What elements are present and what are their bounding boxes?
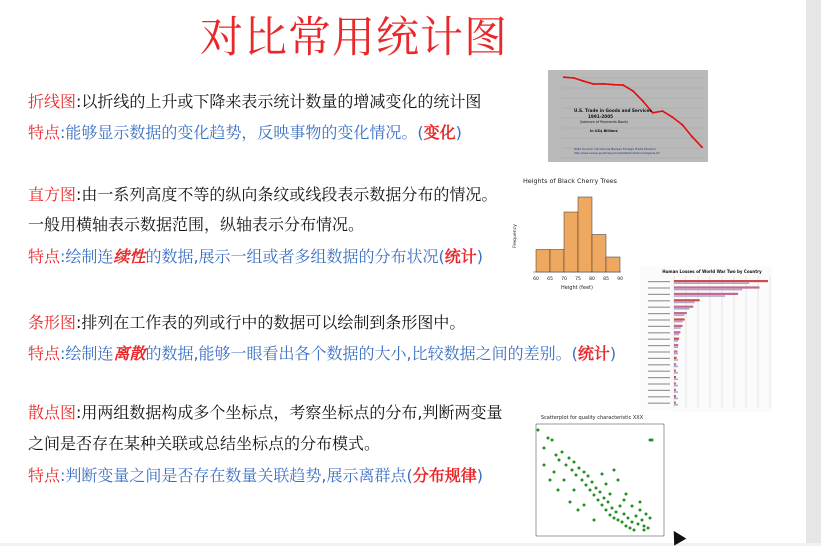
scatter-point xyxy=(623,499,626,502)
histogram-bar xyxy=(564,212,578,272)
feature-key: 分布规律 xyxy=(412,466,477,485)
scatter-thumbnail xyxy=(514,410,670,543)
bar-chart-label-placeholder xyxy=(648,307,670,308)
scatter-point xyxy=(605,483,608,486)
line-chart-point xyxy=(563,76,565,78)
scatter-point xyxy=(639,509,642,512)
histogram-tick-label: 60 xyxy=(533,277,539,282)
scatter-point xyxy=(603,497,606,500)
bar-chart-label-placeholder xyxy=(648,319,670,320)
scatter-point xyxy=(643,529,646,532)
bar-chart-bar-secondary xyxy=(674,282,749,284)
bar-chart-label-placeholder xyxy=(648,383,670,384)
scatter-point xyxy=(637,523,640,526)
line-chart-point xyxy=(652,112,654,114)
scatter-definition-2: 之间是否存在某种关联或总结坐标点的分布模式。 xyxy=(28,434,381,453)
histogram-title: Heights of Black Cherry Trees xyxy=(522,177,618,185)
bar-chart-bar-secondary xyxy=(674,327,681,329)
scatter-point xyxy=(557,489,560,492)
scatter-point xyxy=(641,519,644,522)
scatter-point xyxy=(583,504,586,507)
histogram-thumbnail xyxy=(508,174,630,292)
scatter-point xyxy=(635,515,638,518)
bar-chart-bar-secondary xyxy=(674,385,678,387)
bar-chart-bar xyxy=(674,312,687,314)
line-chart-point xyxy=(583,80,585,82)
scatter-point xyxy=(631,505,634,508)
feature-key: 统计 xyxy=(444,247,477,266)
bar-chart-bar-secondary xyxy=(674,366,678,368)
scatter-point xyxy=(601,473,604,476)
scatter-point xyxy=(631,521,634,524)
bar-chart-label-placeholder xyxy=(648,332,670,333)
line-chart-caption-3: (balance of Payments Basis) xyxy=(580,120,628,124)
feature-emphasis: 离散 xyxy=(113,344,146,363)
scatter-point xyxy=(553,471,556,474)
scatter-point xyxy=(568,457,571,460)
scatter-point xyxy=(625,493,628,496)
bar-chart-bar-secondary xyxy=(674,359,678,361)
scatter-point xyxy=(627,517,630,520)
bar-chart-bar xyxy=(674,318,685,320)
bar-chart-bar xyxy=(674,286,759,288)
scatter-point xyxy=(615,511,618,514)
histogram-ylabel: Frequency xyxy=(513,224,518,248)
bar-chart-bar-secondary xyxy=(674,391,678,393)
histogram-term: 直方图 xyxy=(28,185,77,204)
histogram-tick-label: 75 xyxy=(575,277,581,282)
feature-label: 特点 xyxy=(28,344,61,363)
line-chart-term: 折线图 xyxy=(28,92,77,111)
bar-chart-bar xyxy=(674,325,683,327)
bar-chart-bar-secondary xyxy=(674,346,678,348)
bar-chart-label-placeholder xyxy=(648,371,670,372)
histogram-definition xyxy=(28,182,497,205)
scatter-point xyxy=(547,437,550,440)
line-chart-point xyxy=(602,83,604,85)
bar-chart-label-placeholder xyxy=(648,300,670,301)
scatter-point xyxy=(551,439,554,442)
feature-text: 的数据,能够一眼看出各个数据的大小,比较数据之间的差别。( xyxy=(145,344,578,363)
scatter-def: :用两组数据构成多个坐标点，考察坐标点的分布,判断两变量 xyxy=(76,403,503,422)
scatter-point xyxy=(571,469,574,472)
scatter-point xyxy=(607,501,610,504)
feature-end: ) xyxy=(455,123,462,142)
scatter-point xyxy=(643,525,646,528)
line-chart-point xyxy=(632,90,634,92)
histogram-tick-label: 90 xyxy=(617,277,623,282)
feature-key: 统计 xyxy=(577,344,610,363)
bar-chart-bar xyxy=(674,280,768,282)
feature-pre: :绘制连 xyxy=(60,247,114,266)
histogram-definition-2: 一般用横轴表示数据范围，纵轴表示分布情况。 xyxy=(28,215,365,234)
bar-chart-bar xyxy=(674,306,693,308)
bar-chart-bar xyxy=(674,363,676,365)
bar-chart-bar xyxy=(674,370,676,372)
bar-chart-bar-secondary xyxy=(674,404,678,406)
scatter-point xyxy=(605,509,608,512)
histogram-tick-label: 85 xyxy=(603,277,609,282)
feature-emphasis: 续性 xyxy=(113,247,146,266)
scatter-point xyxy=(587,475,590,478)
histogram-tick-label: 80 xyxy=(589,277,595,282)
bar-chart-bar-secondary xyxy=(674,295,725,297)
scrollbar-track[interactable] xyxy=(806,0,821,543)
feature-text: 的数据,展示一组或者多组数据的分布状况( xyxy=(145,247,445,266)
line-chart-point xyxy=(573,77,575,79)
scatter-point xyxy=(611,507,614,510)
scatter-point xyxy=(573,461,576,464)
scatter-point xyxy=(569,501,572,504)
bar-chart-bar xyxy=(674,338,679,340)
bar-chart-bar-secondary xyxy=(674,314,684,316)
feature-end: ) xyxy=(476,247,484,266)
scatter-point xyxy=(563,479,566,482)
line-chart-point xyxy=(671,116,673,118)
line-chart-thumbnail xyxy=(548,70,708,162)
line-chart-source-1: Data Source: US Census Bureau Foreign Trade Division xyxy=(574,147,657,151)
feature-text: :判断变量之间是否存在数量关联趋势,展示离群点( xyxy=(60,466,413,485)
scatter-point xyxy=(649,517,652,520)
scatter-point xyxy=(625,525,628,528)
scatter-point xyxy=(577,509,580,512)
scatter-point xyxy=(558,459,561,462)
feature-label: 特点 xyxy=(28,123,61,142)
bar-chart-definition xyxy=(28,310,465,333)
feature-end: ) xyxy=(609,344,617,363)
histogram-xlabel: Height (feet) xyxy=(561,285,593,291)
histogram-bar xyxy=(536,250,550,273)
bar-chart-bar xyxy=(674,395,676,397)
bar-chart-feature xyxy=(28,341,616,364)
bar-chart-bar-secondary xyxy=(674,353,678,355)
bar-chart-bar xyxy=(674,350,677,352)
bar-chart-label-placeholder xyxy=(648,339,670,340)
bar-chart-bar xyxy=(674,382,676,384)
histogram-tick-label: 65 xyxy=(547,277,553,282)
bar-chart-label-placeholder xyxy=(648,287,670,288)
bar-chart-bar-secondary xyxy=(674,372,678,374)
bar-chart-term: 条形图 xyxy=(28,313,77,332)
scatter-point xyxy=(549,479,552,482)
bar-chart-title: Human Losses of World War Two by Country xyxy=(662,269,762,274)
line-chart-point xyxy=(691,136,693,138)
scatter-point xyxy=(597,499,600,502)
bar-chart-label-placeholder xyxy=(648,377,670,378)
line-chart-point xyxy=(701,146,703,148)
feature-label: 特点 xyxy=(28,247,61,266)
line-chart-point xyxy=(612,84,614,86)
scatter-point xyxy=(573,489,576,492)
scatter-point xyxy=(601,504,604,507)
line-chart-definition xyxy=(28,89,481,112)
bar-chart-label-placeholder xyxy=(648,313,670,314)
bar-chart-label-placeholder xyxy=(648,358,670,359)
histogram-tick-label: 70 xyxy=(561,277,567,282)
scatter-point xyxy=(595,487,598,490)
bar-chart-label-placeholder xyxy=(648,403,670,404)
scatter-point xyxy=(599,491,602,494)
scatter-point xyxy=(613,469,616,472)
histogram-bar xyxy=(606,257,620,272)
histogram-def: :由一系列高度不等的纵向条纹或线段表示数据分布的情况。 xyxy=(76,185,498,204)
feature-pre: :绘制连 xyxy=(60,344,114,363)
bar-chart-bar-secondary xyxy=(674,321,683,323)
line-chart-feature xyxy=(28,120,462,143)
bar-chart-bar-secondary xyxy=(674,289,742,291)
scatter-point xyxy=(623,513,626,516)
scatter-point xyxy=(613,517,616,520)
bar-chart-label-placeholder xyxy=(648,345,670,346)
scatter-point xyxy=(617,479,620,482)
line-chart-def: :以折线的上升或下降来表示统计数量的增减变化的统计图 xyxy=(76,92,482,111)
line-chart-point xyxy=(593,83,595,85)
bar-chart-def: :排列在工作表的列或行中的数据可以绘制到条形图中。 xyxy=(76,313,466,332)
scatter-point xyxy=(581,479,584,482)
scatter-point xyxy=(609,493,612,496)
scatter-term: 散点图 xyxy=(28,403,77,422)
scatter-point xyxy=(565,464,568,467)
scatter-point xyxy=(583,471,586,474)
scatter-point xyxy=(543,447,546,450)
scatter-point xyxy=(578,467,581,470)
bar-chart-bar xyxy=(674,293,738,295)
scatter-point xyxy=(589,489,592,492)
scatter-point xyxy=(645,513,648,516)
scatter-point xyxy=(593,494,596,497)
scatter-point xyxy=(585,484,588,487)
scatter-point xyxy=(619,505,622,508)
scatter-point xyxy=(609,514,612,517)
scatter-definition xyxy=(28,400,503,423)
bar-chart-label-placeholder xyxy=(648,390,670,391)
histogram-feature xyxy=(28,244,483,267)
line-chart-point xyxy=(642,100,644,102)
line-chart-caption-4: In US$ Billions xyxy=(590,129,618,133)
line-chart-point xyxy=(681,124,683,126)
bar-chart-bar-secondary xyxy=(674,302,695,304)
scatter-feature xyxy=(28,463,483,486)
scatter-point xyxy=(617,519,620,522)
bar-chart-thumbnail xyxy=(640,266,772,412)
scatter-point xyxy=(543,464,546,467)
bar-chart-label-placeholder xyxy=(648,396,670,397)
bar-chart-bar-secondary xyxy=(674,308,689,310)
scatter-point xyxy=(651,439,654,442)
bar-chart-label-placeholder xyxy=(648,326,670,327)
scatter-point xyxy=(575,474,578,477)
page-title: 对比常用统计图 xyxy=(200,13,508,63)
histogram-bar xyxy=(592,235,606,273)
bar-chart-bar-secondary xyxy=(674,378,678,380)
feature-label: 特点 xyxy=(28,466,61,485)
scatter-point xyxy=(633,529,636,532)
bar-chart-bar xyxy=(674,376,676,378)
scatter-point xyxy=(639,501,642,504)
scatter-point xyxy=(537,429,540,432)
bar-chart-bar xyxy=(674,389,676,391)
scatter-point xyxy=(593,519,596,522)
feature-end: ) xyxy=(476,466,484,485)
line-chart-point xyxy=(662,110,664,112)
bar-chart-bar xyxy=(674,331,680,333)
histogram-bar xyxy=(578,197,592,272)
bar-chart-bar-secondary xyxy=(674,398,678,400)
bar-chart-bar-secondary xyxy=(674,340,678,342)
scatter-point xyxy=(647,527,650,530)
bar-chart-label-placeholder xyxy=(648,281,670,282)
bar-chart-label-placeholder xyxy=(648,364,670,365)
bar-chart-bar xyxy=(674,402,676,404)
bar-chart-label-placeholder xyxy=(648,351,670,352)
bar-chart-bar xyxy=(674,344,678,346)
line-chart-point xyxy=(622,84,624,86)
scatter-title: Scatterplot for quality characteristic XXX xyxy=(540,415,644,421)
scatter-point xyxy=(561,451,564,454)
line-chart-source-2: http://www.census.gov/foreign-trade/statistics/historical/gands.txt xyxy=(574,152,660,155)
feature-key: 变化 xyxy=(423,123,456,142)
scatter-point xyxy=(555,454,558,457)
bar-chart-bar xyxy=(674,357,677,359)
line-chart-caption-1: U.S. Trade in Goods and Services xyxy=(574,108,652,113)
feature-text: :能够显示数据的变化趋势，反映事物的变化情况。( xyxy=(60,123,424,142)
bar-chart-bar xyxy=(674,299,700,301)
line-chart-caption-2: 1991-2005 xyxy=(588,114,614,119)
bar-chart-label-placeholder xyxy=(648,294,670,295)
histogram-bar xyxy=(550,250,564,273)
scatter-point xyxy=(591,481,594,484)
scatter-point xyxy=(621,521,624,524)
scatter-point xyxy=(629,527,632,530)
bar-chart-bar-secondary xyxy=(674,334,679,336)
